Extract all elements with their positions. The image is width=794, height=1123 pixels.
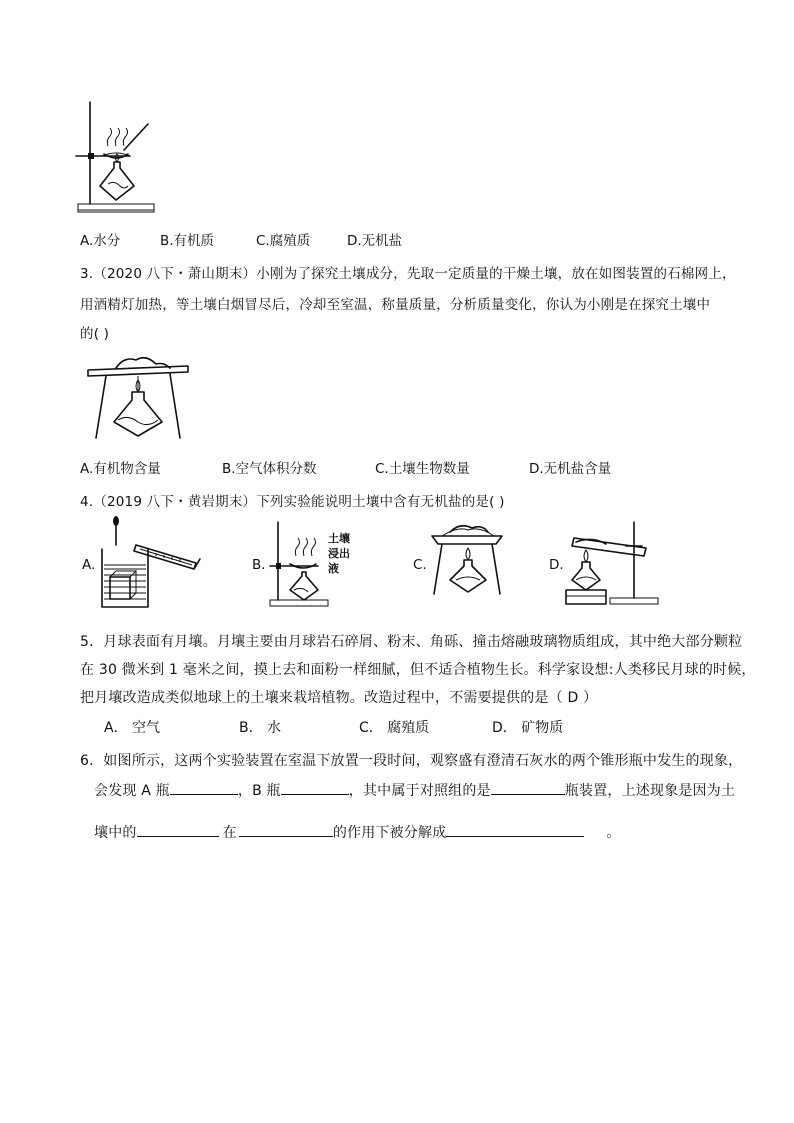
q4-b-caption-line3: 液 [328,562,339,575]
q2-apparatus-figure [72,100,162,216]
q6-blank-agent[interactable] [239,822,333,837]
q6-text-bottle-b: ，B 瓶 [237,783,281,799]
q3-stem-line3: 的( ) [80,326,110,342]
q6-stem-line1: 6．如图所示，这两个实验装置在室温下放置一段时间，观察盛有澄清石灰水的两个锥形瓶中发生的现象， [80,753,743,769]
q2-option-c: C.腐殖质 [256,233,311,249]
q5-option-c: C． 腐殖质 [359,720,430,736]
q6-blank-bottle-b[interactable] [281,780,349,795]
q5-option-b: B． 水 [239,720,282,736]
q4-stem-line1: 4.（2019 八下・黄岩期末）下列实验能说明土壤中含有无机盐的是( ) [80,494,505,510]
q6-stem-line3 [94,822,621,842]
q6-text-bottle-a: 会发现 A 瓶 [94,783,170,799]
q4-label-d: D. [549,557,564,573]
q5-option-d: D． 矿物质 [492,720,564,736]
q3-option-b: B.空气体积分数 [222,461,317,477]
q6-blank-products[interactable] [446,822,584,837]
q6-blank-substance[interactable] [137,822,219,837]
q2-option-a: A.水分 [80,233,121,249]
q5-option-a: A． 空气 [104,720,161,736]
q4-b-caption-line1: 土壤 [328,532,350,545]
q6-blank-bottle-a[interactable] [170,780,238,795]
q5-stem-line2: 在 30 微米到 1 毫米之间，摸上去和面粉一样细腻，但不适合植物生长。科学家设想:人类移民月球的时候， [80,662,756,678]
q6-text-decomposed: 的作用下被分解成 [332,825,447,841]
q6-text-period: 。 [606,825,621,841]
q3-option-d: D.无机盐含量 [529,461,612,477]
q3-option-a: A.有机物含量 [80,461,161,477]
q4-b-caption-line2: 浸出 [328,547,350,560]
q4-figure-b [266,520,336,610]
q6-blank-control[interactable] [491,780,565,795]
q4-label-b: B. [252,557,266,573]
q6-text-reason: 瓶装置，上述现象是因为土 [564,783,736,799]
q5-stem-line1: 5．月球表面有月壤。月壤主要由月球岩石碎屑、粉末、角砾、撞击熔融玻璃物质组成，其中绝大部分颗粒 [80,634,743,650]
q2-option-d: D.无机盐 [347,233,403,249]
q4-label-c: C. [413,557,427,573]
q4-figure-c [428,520,508,600]
q6-stem-line2 [94,780,735,800]
q4-label-a: A. [82,557,96,573]
q5-stem-line3: 把月壤改造成类似地球上的土壤来栽培植物。改造过程中，不需要提供的是（ D ） [80,690,598,706]
q6-text-control: ，其中属于对照组的是 [348,783,491,799]
q6-text-soil: 壤中的 [94,825,137,841]
q6-text-under: 在 [222,825,237,841]
q3-option-c: C.土壤生物数量 [375,461,470,477]
q3-stem-line2: 用酒精灯加热，等土壤白烟冒尽后，冷却至室温，称量质量，分析质量变化，你认为小刚是在探究土壤中 [80,297,711,313]
q3-apparatus-figure [84,352,192,442]
q2-option-b: B.有机质 [160,233,215,249]
q3-stem-line1: 3.（2020 八下・萧山期末）小刚为了探究土壤成分，先取一定质量的干燥土壤，放在如图装置的石棉网上， [80,266,736,282]
q4-figure-d [562,518,662,610]
q4-figure-a [96,515,206,611]
